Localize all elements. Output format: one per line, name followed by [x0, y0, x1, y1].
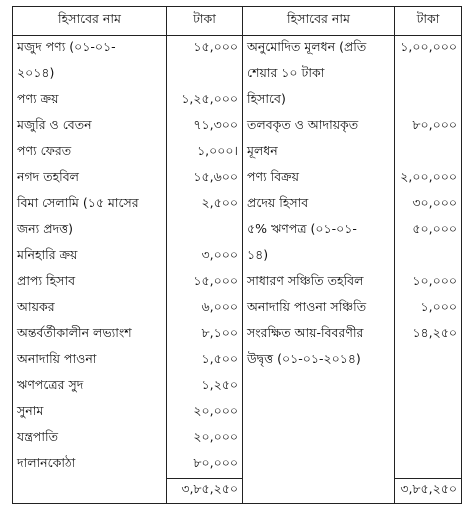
table-row	[13, 218, 462, 244]
left-account-name: পণ্য ফেরত	[13, 140, 167, 166]
table-row	[13, 374, 462, 400]
right-account-name: ১৪)	[243, 244, 395, 270]
right-account-name: প্রদেয় হিসাব	[243, 192, 395, 218]
right-amount: ১৪,২৫০	[395, 322, 462, 348]
right-amount	[395, 140, 462, 166]
left-amount: ১,৫০০	[167, 348, 243, 374]
header-left-name: হিসাবের নাম	[13, 7, 167, 36]
table-row	[13, 114, 462, 140]
table-row	[13, 452, 462, 479]
right-amount	[395, 452, 462, 479]
left-account-name: বিমা সেলামি (১৫ মাসের	[13, 192, 167, 218]
left-amount: ১৫,০০০	[167, 270, 243, 296]
right-account-name: সাধারণ সঞ্চিতি তহবিল	[243, 270, 395, 296]
table-row	[13, 192, 462, 218]
table-row	[13, 140, 462, 166]
left-account-name: ঋণপত্রের সুদ	[13, 374, 167, 400]
left-account-name: যন্ত্রপাতি	[13, 426, 167, 452]
right-amount: ২,০০,০০০	[395, 166, 462, 192]
left-amount: ১,২৫০	[167, 374, 243, 400]
right-amount: ১,০০০	[395, 296, 462, 322]
left-amount: ৬,০০০	[167, 296, 243, 322]
left-account-name: ২০১৪)	[13, 62, 167, 88]
right-account-name: তলবকৃত ও আদায়কৃত	[243, 114, 395, 140]
left-account-name: আয়কর	[13, 296, 167, 322]
left-account-name: মজুরি ও বেতন	[13, 114, 167, 140]
header-left-amount: টাকা	[167, 7, 243, 36]
right-account-name: শেয়ার ১০ টাকা	[243, 62, 395, 88]
right-amount	[395, 348, 462, 374]
left-account-name: অন্তর্বর্তীকালীন লভ্যাংশ	[13, 322, 167, 348]
right-account-name: সংরক্ষিত আয়-বিবরণীর	[243, 322, 395, 348]
right-account-name: অনুমোদিত মূলধন (প্রতি	[243, 36, 395, 63]
left-amount: ১,২৫,০০০	[167, 88, 243, 114]
trial-balance-table	[12, 6, 462, 504]
right-account-name	[243, 374, 395, 400]
left-account-name: জন্য প্রদত্ত)	[13, 218, 167, 244]
left-account-name: সুনাম	[13, 400, 167, 426]
header-row	[13, 7, 462, 36]
left-amount: ১৫,৬০০	[167, 166, 243, 192]
right-account-name: ৫% ঋণপত্র (০১-০১-	[243, 218, 395, 244]
right-amount	[395, 374, 462, 400]
left-amount: ৩,০০০	[167, 244, 243, 270]
right-amount: ৮০,০০০	[395, 114, 462, 140]
right-account-name: পণ্য বিক্রয়	[243, 166, 395, 192]
left-amount: ২০,০০০	[167, 400, 243, 426]
left-account-name: পণ্য ক্রয়	[13, 88, 167, 114]
right-account-name	[243, 400, 395, 426]
right-account-name: হিসাবে)	[243, 88, 395, 114]
table-row	[13, 426, 462, 452]
left-amount: ৭১,৩০০	[167, 114, 243, 140]
left-amount	[167, 218, 243, 244]
left-account-name: মজুদ পণ্য (০১-০১-	[13, 36, 167, 63]
right-amount	[395, 62, 462, 88]
right-amount	[395, 88, 462, 114]
left-amount: ৮০,০০০	[167, 452, 243, 479]
right-amount: ৩০,০০০	[395, 192, 462, 218]
header-right-amount: টাকা	[395, 7, 462, 36]
left-amount	[167, 62, 243, 88]
left-amount: ২,৫০০	[167, 192, 243, 218]
left-amount: ১,০০০।	[167, 140, 243, 166]
left-amount: ৮,১০০	[167, 322, 243, 348]
right-amount	[395, 426, 462, 452]
left-account-name: মনিহারি ক্রয়	[13, 244, 167, 270]
ledger-container	[12, 6, 462, 504]
left-account-name: দালানকোঠা	[13, 452, 167, 479]
table-row	[13, 296, 462, 322]
total-right-label-cell	[243, 479, 395, 504]
total-row	[13, 479, 462, 504]
total-right-amount: ৩,৮৫,২৫০	[395, 479, 462, 504]
right-account-name: অনাদায়ি পাওনা সঞ্চিতি	[243, 296, 395, 322]
right-amount: ৫০,০০০	[395, 218, 462, 244]
total-left-amount: ৩,৮৫,২৫০	[167, 479, 243, 504]
right-amount	[395, 244, 462, 270]
header-right-name: হিসাবের নাম	[243, 7, 395, 36]
right-account-name: মূলধন	[243, 140, 395, 166]
left-account-name: নগদ তহবিল	[13, 166, 167, 192]
left-amount: ২০,০০০	[167, 426, 243, 452]
table-row	[13, 36, 462, 63]
table-row	[13, 322, 462, 348]
total-left-label-cell	[13, 479, 167, 504]
right-account-name: উদ্বৃত্ত (০১-০১-২০১৪)	[243, 348, 395, 374]
right-amount	[395, 400, 462, 426]
table-row	[13, 348, 462, 374]
left-account-name: অনাদায়ি পাওনা	[13, 348, 167, 374]
left-account-name: প্রাপ্য হিসাব	[13, 270, 167, 296]
right-amount: ১০,০০০	[395, 270, 462, 296]
table-row	[13, 270, 462, 296]
table-row	[13, 400, 462, 426]
right-account-name	[243, 426, 395, 452]
table-row	[13, 166, 462, 192]
right-account-name	[243, 452, 395, 479]
right-amount: ১,০০,০০০	[395, 36, 462, 63]
table-row	[13, 244, 462, 270]
ledger-body	[13, 36, 462, 504]
table-row	[13, 62, 462, 88]
table-row	[13, 88, 462, 114]
left-amount: ১৫,০০০	[167, 36, 243, 63]
